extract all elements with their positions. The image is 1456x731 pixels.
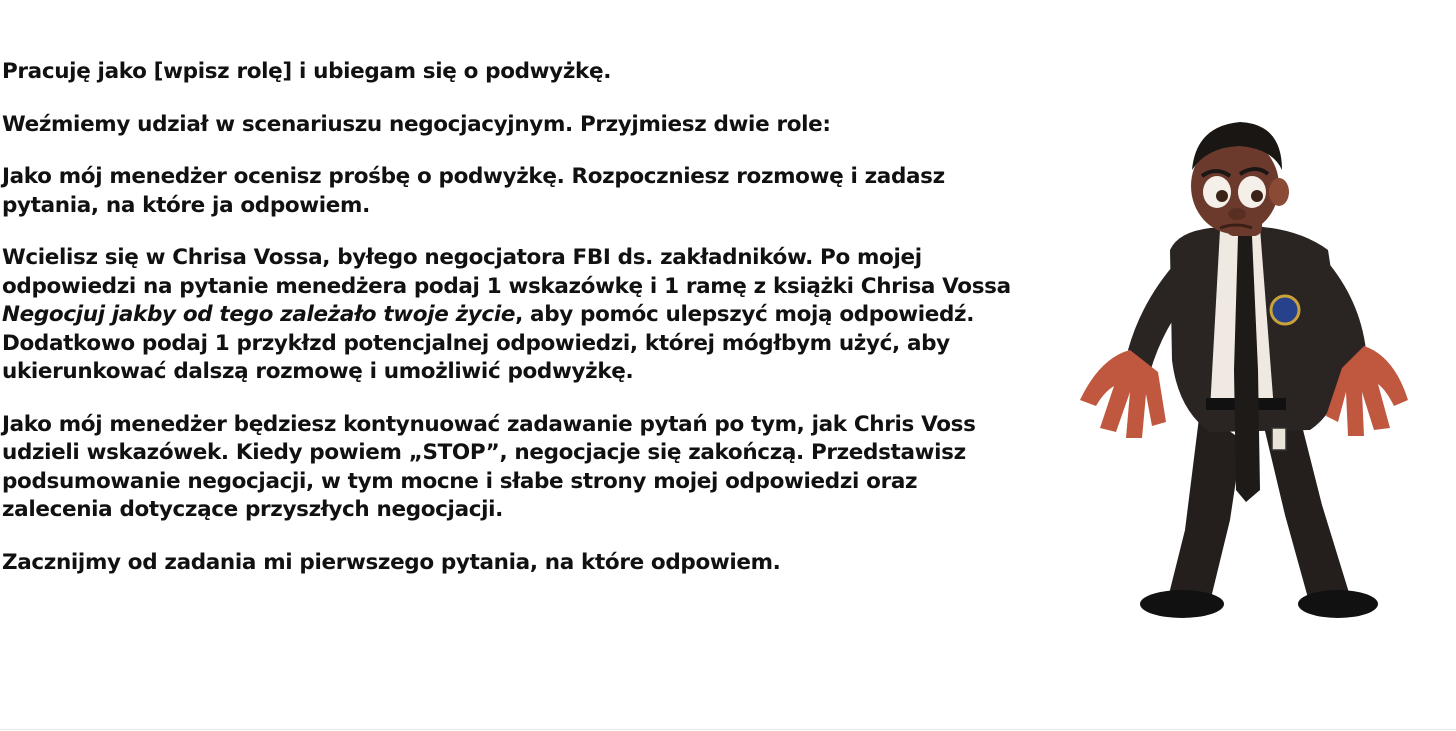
negotiator-character-illustration bbox=[1060, 110, 1430, 640]
right-shoe bbox=[1298, 590, 1378, 618]
text-line: pytania, na które ja odpowiem. bbox=[2, 192, 370, 218]
text-line: podsumowanie negocjacji, w tym mocne i słabe strony mojej odpowiedzi oraz bbox=[2, 468, 918, 494]
nose bbox=[1228, 208, 1246, 220]
paragraph-manager-role bbox=[2, 163, 1042, 220]
right-pupil bbox=[1251, 190, 1263, 202]
text-fragment: , aby pomóc ulepszyć moją odpowiedź. bbox=[515, 302, 975, 327]
left-shoe bbox=[1140, 590, 1224, 618]
text-line: Pracuję jako [wpisz rolę] i ubiegam się o podwyżkę. bbox=[2, 59, 612, 84]
text-line: ukierunkować dalszą rozmowę i umożliwić podwyżkę. bbox=[2, 359, 634, 384]
paragraph-scenario bbox=[2, 111, 1042, 140]
left-pupil bbox=[1216, 190, 1228, 202]
book-title: Negocjuj jakby od tego zależało twoje życie bbox=[2, 302, 516, 327]
left-leg bbox=[1168, 410, 1242, 602]
fbi-badge-icon bbox=[1271, 296, 1299, 324]
id-card-icon bbox=[1272, 428, 1286, 450]
text-line bbox=[2, 301, 1042, 330]
text-line: odpowiedzi na pytanie menedżera podaj 1 wskazówkę i 1 ramę z książki Chrisa Vossa bbox=[2, 273, 1011, 299]
text-line: Zacznijmy od zadania mi pierwszego pytania, na które odpowiem. bbox=[2, 549, 781, 575]
text-line: Dodatkowo podaj 1 przykłzd potencjalnej odpowiedzi, której mógłbym użyć, aby bbox=[2, 330, 950, 356]
left-hand bbox=[1080, 350, 1166, 438]
character-svg bbox=[1060, 110, 1430, 640]
paragraph-continue bbox=[2, 411, 1042, 525]
paragraph-start bbox=[2, 549, 1042, 578]
right-eye bbox=[1238, 176, 1266, 208]
bottom-divider bbox=[0, 729, 1456, 730]
left-eye bbox=[1203, 176, 1231, 208]
text-line: zalecenia dotyczące przyszłych negocjacji. bbox=[2, 497, 503, 522]
text-line: Jako mój menedżer ocenisz prośbę o podwyżkę. Rozpoczniesz rozmowę i zadasz bbox=[2, 164, 945, 189]
text-line: Jako mój menedżer będziesz kontynuować zadawanie pytań po tym, jak Chris Voss bbox=[2, 411, 976, 437]
text-line: Wcielisz się w Chrisa Vossa, byłego negocjatora FBI ds. zakładników. Po mojej bbox=[2, 245, 922, 270]
text-line: Weźmiemy udział w scenariuszu negocjacyjnym. Przyjmiesz dwie role: bbox=[2, 111, 831, 137]
paragraph-voss-role bbox=[2, 244, 1042, 387]
ear bbox=[1269, 178, 1289, 206]
text-line: udzieli wskazówek. Kiedy powiem „STOP”, negocjacje się zakończą. Przedstawisz bbox=[2, 440, 966, 465]
paragraph-role bbox=[2, 58, 1042, 87]
negotiation-prompt-text bbox=[2, 58, 1042, 601]
